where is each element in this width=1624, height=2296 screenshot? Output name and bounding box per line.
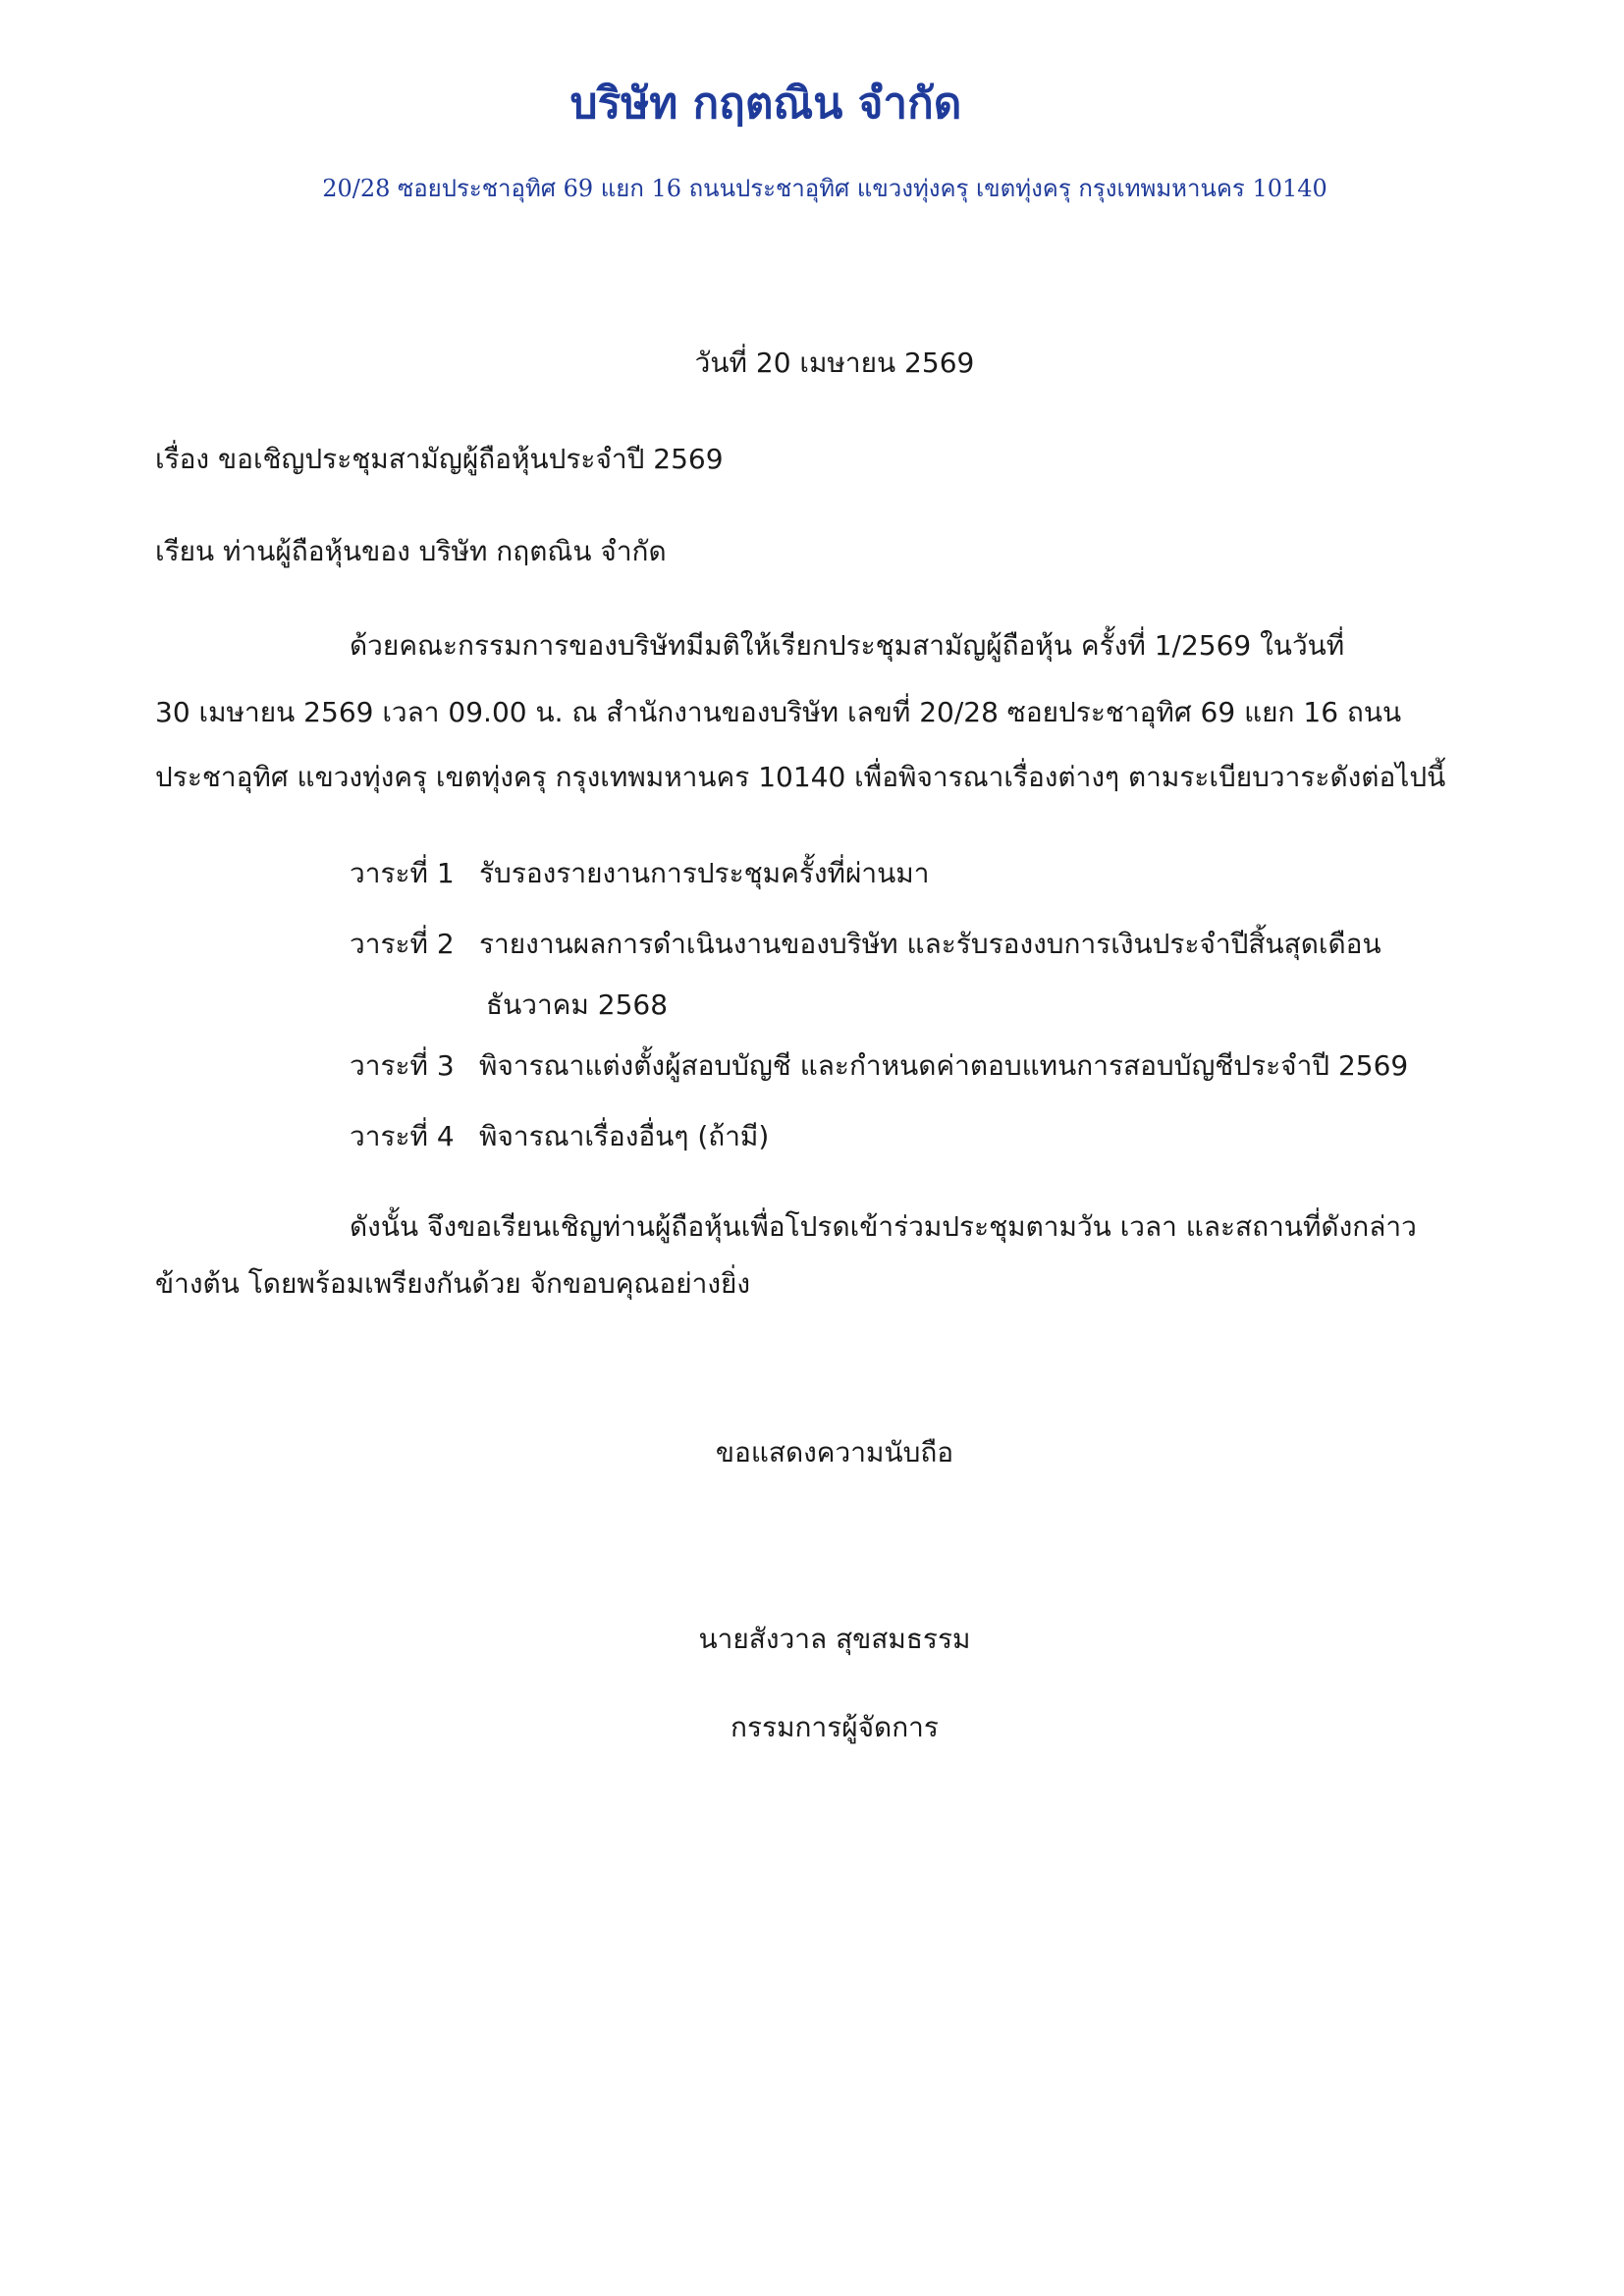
agenda-text: พิจารณาแต่งตั้งผู้สอบบัญชี และกำหนดค่าตอบแทนการสอบบัญชีประจำปี 2569 bbox=[479, 1049, 1409, 1082]
letter-subject: เรื่อง ขอเชิญประชุมสามัญผู้ถือหุ้นประจำปี 2569 bbox=[155, 443, 724, 475]
agenda-label: วาระที่ 4 bbox=[350, 1120, 455, 1152]
agenda-label: วาระที่ 3 bbox=[350, 1049, 455, 1082]
agenda-text: รับรองรายงานการประชุมครั้งที่ผ่านมา bbox=[479, 857, 930, 889]
company-address: 20/28 ซอยประชาอุทิศ 69 แยก 16 ถนนประชาอุทิศ แขวงทุ่งครุ เขตทุ่งครุ กรุงเทพมหานคร 10140 bbox=[322, 175, 1327, 202]
agenda-item-3 bbox=[350, 1046, 1408, 1086]
paragraph-line: ด้วยคณะกรรมการของบริษัทมีมติให้เรียกประชุมสามัญผู้ถือหุ้น ครั้งที่ 1/2569 ในวันที่ bbox=[350, 629, 1345, 662]
agenda-item-4 bbox=[350, 1117, 769, 1156]
agenda-item-2 bbox=[350, 925, 1381, 964]
paragraph-line: ประชาอุทิศ แขวงทุ่งครุ เขตทุ่งครุ กรุงเทพมหานคร 10140 เพื่อพิจารณาเรื่องต่างๆ ตามระเบียบวาระดังต่อไปนี้ bbox=[155, 761, 1446, 793]
letter-recipient: เรียน ท่านผู้ถือหุ้นของ บริษัท กฤตณิน จำกัด bbox=[155, 535, 667, 567]
signer-title: กรรมการผู้จัดการ bbox=[731, 1711, 939, 1743]
agenda-item-1 bbox=[350, 854, 929, 893]
agenda-text: พิจารณาเรื่องอื่นๆ (ถ้ามี) bbox=[479, 1120, 770, 1152]
agenda-item-2-continuation: ธันวาคม 2568 bbox=[486, 988, 669, 1021]
paragraph-line: ดังนั้น จึงขอเรียนเชิญท่านผู้ถือหุ้นเพื่อโปรดเข้าร่วมประชุมตามวัน เวลา และสถานที่ดังกล่าว bbox=[350, 1210, 1417, 1243]
paragraph-line: ข้างต้น โดยพร้อมเพรียงกันด้วย จักขอบคุณอย่างยิ่ง bbox=[155, 1267, 751, 1300]
signer-name: นายสังวาล สุขสมธรรม bbox=[698, 1623, 971, 1655]
company-name: บริษัท กฤตณิน จำกัด bbox=[569, 79, 962, 129]
agenda-label: วาระที่ 2 bbox=[350, 928, 455, 960]
paragraph-line: 30 เมษายน 2569 เวลา 09.00 น. ณ สำนักงานของบริษัท เลขที่ 20/28 ซอยประชาอุทิศ 69 แยก 16 ถนน bbox=[155, 696, 1402, 728]
letter-date: วันที่ 20 เมษายน 2569 bbox=[694, 347, 975, 379]
closing-salutation: ขอแสดงความนับถือ bbox=[715, 1436, 954, 1468]
agenda-text: รายงานผลการดำเนินงานของบริษัท และรับรองงบการเงินประจำปีสิ้นสุดเดือน bbox=[479, 928, 1381, 960]
agenda-label: วาระที่ 1 bbox=[350, 857, 455, 889]
